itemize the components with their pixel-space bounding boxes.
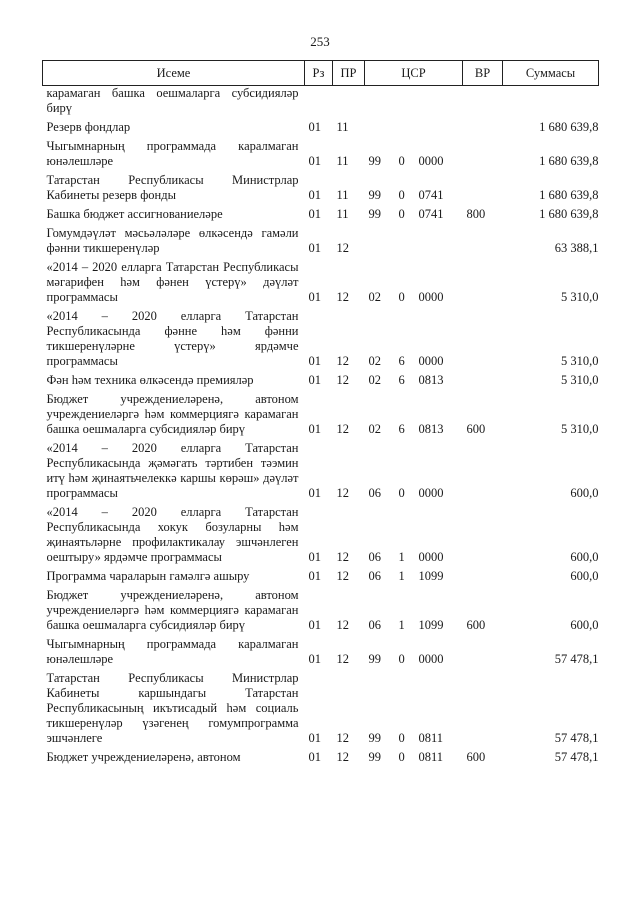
table-row bbox=[43, 439, 599, 503]
table-cell-sum: 1 680 639,8 bbox=[539, 188, 599, 202]
header-pr: ПР bbox=[333, 61, 365, 86]
table-cell-csr-program: 99 bbox=[368, 652, 381, 666]
table-cell-csr-subprogram bbox=[395, 224, 415, 258]
table-cell-vr bbox=[463, 171, 503, 205]
table-cell-vr bbox=[463, 371, 503, 390]
table-cell-pr: 12 bbox=[336, 422, 349, 436]
table-cell-name: Бюджет учреждениеләренә, автоном bbox=[46, 750, 241, 764]
table-cell-csr-program: 99 bbox=[368, 731, 381, 745]
table-cell-name: Резерв фондлар bbox=[46, 120, 131, 134]
table-cell-csr-subprogram: 6 bbox=[398, 373, 405, 387]
table-cell-pr: 12 bbox=[336, 241, 349, 255]
table-cell-vr bbox=[463, 567, 503, 586]
table-cell-csr-subprogram bbox=[395, 118, 415, 137]
table-cell-csr-program: 99 bbox=[368, 154, 381, 168]
table-cell-csr-subprogram: 0 bbox=[398, 486, 405, 500]
table-cell-csr-program: 06 bbox=[368, 486, 381, 500]
page-number: 253 bbox=[310, 34, 330, 49]
table-cell-vr bbox=[463, 503, 503, 567]
table-row bbox=[43, 205, 599, 224]
table-cell-vr bbox=[463, 86, 503, 119]
header-csr: ЦСР bbox=[365, 61, 463, 86]
table-cell-csr-subprogram: 1 bbox=[398, 550, 405, 564]
table-cell-csr-direction: 0813 bbox=[418, 422, 444, 436]
table-cell-csr-program: 02 bbox=[368, 373, 381, 387]
table-cell-pr: 11 bbox=[336, 207, 349, 221]
header-sum: Суммасы bbox=[503, 61, 599, 86]
table-cell-rz: 01 bbox=[308, 618, 321, 632]
table-cell-rz: 01 bbox=[308, 354, 321, 368]
table-cell-name: Чыгымнарның программада каралмаган юнәлешләре bbox=[46, 139, 299, 168]
table-cell-sum: 600,0 bbox=[570, 618, 599, 632]
table-cell-csr-program: 99 bbox=[368, 207, 381, 221]
table-row bbox=[43, 137, 599, 171]
table-cell-csr-program: 02 bbox=[368, 290, 381, 304]
table-cell-rz: 01 bbox=[308, 569, 321, 583]
table-cell-vr bbox=[463, 439, 503, 503]
table-cell-csr-subprogram: 0 bbox=[398, 188, 405, 202]
table-cell-name: Программа чараларын гамәлгә ашыру bbox=[46, 569, 250, 583]
table-cell-sum: 1 680 639,8 bbox=[539, 120, 599, 134]
table-cell-csr-subprogram: 6 bbox=[398, 422, 405, 436]
table-cell-vr bbox=[463, 669, 503, 748]
table-cell-sum: 600,0 bbox=[570, 550, 599, 564]
table-cell-vr: 600 bbox=[466, 422, 486, 436]
table-cell-csr-direction bbox=[415, 86, 463, 119]
table-cell-vr bbox=[463, 137, 503, 171]
table-row bbox=[43, 567, 599, 586]
table-row bbox=[43, 669, 599, 748]
table-cell-rz: 01 bbox=[308, 486, 321, 500]
table-cell-sum: 5 310,0 bbox=[561, 422, 599, 436]
table-cell-rz: 01 bbox=[308, 290, 321, 304]
table-cell-csr-direction bbox=[415, 118, 463, 137]
table-row bbox=[43, 503, 599, 567]
table-row bbox=[43, 307, 599, 371]
table-cell-name: Фән һәм техника өлкәсендә премияләр bbox=[46, 373, 254, 387]
table-cell-name: «2014 – 2020 елларга Татарстан Республикасында хокук бозуларны һәм җинаятьләрне профилактикалау эшчәнлеген оештыру» ярдәмче программасы bbox=[46, 505, 299, 564]
table-cell-csr-direction: 0000 bbox=[418, 290, 444, 304]
table-cell-rz: 01 bbox=[308, 373, 321, 387]
table-row bbox=[43, 635, 599, 669]
table-cell-csr-program: 06 bbox=[368, 618, 381, 632]
table-cell-csr-direction: 0000 bbox=[418, 652, 444, 666]
table-cell-csr-program bbox=[365, 86, 395, 119]
table-row bbox=[43, 118, 599, 137]
table-cell-vr bbox=[463, 307, 503, 371]
table-cell-csr-direction: 0000 bbox=[418, 154, 444, 168]
table-cell-vr: 800 bbox=[466, 207, 486, 221]
table-cell-csr-direction bbox=[415, 224, 463, 258]
table-cell-sum: 57 478,1 bbox=[554, 652, 599, 666]
table-row bbox=[43, 86, 599, 119]
table-cell-csr-direction: 0741 bbox=[418, 207, 444, 221]
table-cell-pr: 12 bbox=[336, 290, 349, 304]
table-cell-name: карамаган башка оешмаларга субсидияләр бирү bbox=[46, 86, 299, 115]
table-cell-rz bbox=[305, 86, 333, 119]
table-row bbox=[43, 224, 599, 258]
table-cell-sum: 5 310,0 bbox=[561, 373, 599, 387]
table-row bbox=[43, 748, 599, 767]
table-cell-pr: 12 bbox=[336, 354, 349, 368]
table-cell-csr-program: 99 bbox=[368, 750, 381, 764]
table-cell-csr-direction: 0741 bbox=[418, 188, 444, 202]
table-cell-rz: 01 bbox=[308, 154, 321, 168]
table-cell-pr: 11 bbox=[336, 154, 349, 168]
table-row bbox=[43, 258, 599, 307]
table-cell-name: Башка бюджет ассигнованиеләре bbox=[46, 207, 223, 221]
table-cell-csr-direction: 0000 bbox=[418, 354, 444, 368]
table-cell-csr-direction: 0811 bbox=[418, 750, 444, 764]
table-cell-csr-program: 02 bbox=[368, 354, 381, 368]
table-cell-csr-subprogram: 0 bbox=[398, 207, 405, 221]
table-cell-rz: 01 bbox=[308, 652, 321, 666]
table-cell-csr-program bbox=[365, 224, 395, 258]
table-cell-pr: 12 bbox=[336, 652, 349, 666]
table-cell-csr-subprogram bbox=[395, 86, 415, 119]
table-cell-sum: 1 680 639,8 bbox=[539, 154, 599, 168]
table-cell-sum: 63 388,1 bbox=[554, 241, 599, 255]
table-cell-csr-direction: 0000 bbox=[418, 550, 444, 564]
table-cell-pr bbox=[333, 86, 365, 119]
header-rz: Рз bbox=[305, 61, 333, 86]
table-cell-pr: 12 bbox=[336, 550, 349, 564]
header-name: Исеме bbox=[43, 61, 305, 86]
table-cell-csr-direction: 0811 bbox=[418, 731, 444, 745]
table-cell-csr-subprogram: 0 bbox=[398, 652, 405, 666]
table-cell-rz: 01 bbox=[308, 207, 321, 221]
table-cell-rz: 01 bbox=[308, 750, 321, 764]
table-cell-csr-program bbox=[365, 118, 395, 137]
table-cell-csr-direction: 0813 bbox=[418, 373, 444, 387]
table-cell-name: «2014 – 2020 елларга Татарстан Республикасы мәгарифен һәм фәнен үстерү» дәүләт программасы bbox=[46, 260, 299, 304]
table-cell-csr-subprogram: 0 bbox=[398, 154, 405, 168]
table-cell-sum: 600,0 bbox=[570, 486, 599, 500]
table-cell-name: Бюджет учреждениеләренә, автоном учреждениеләргә һәм коммерциягә карамаган башка оешмаларга субсидияләр бирү bbox=[46, 588, 299, 632]
table-cell-pr: 11 bbox=[336, 120, 349, 134]
table-cell-rz: 01 bbox=[308, 120, 321, 134]
table-row bbox=[43, 171, 599, 205]
table-cell-csr-subprogram: 6 bbox=[398, 354, 405, 368]
table-cell-pr: 11 bbox=[336, 188, 349, 202]
table-row bbox=[43, 371, 599, 390]
table-cell-name: «2014 – 2020 елларга Татарстан Республикасында фәнне һәм фәнни тикшеренүләрне үстерү» ярдәмче программасы bbox=[46, 309, 299, 368]
table-cell-vr bbox=[463, 118, 503, 137]
table-cell-sum: 1 680 639,8 bbox=[539, 207, 599, 221]
table-cell-csr-subprogram: 1 bbox=[398, 618, 405, 632]
table-cell-name: Чыгымнарның программада каралмаган юнәлешләре bbox=[46, 637, 299, 666]
table-cell-rz: 01 bbox=[308, 422, 321, 436]
table-cell-pr: 12 bbox=[336, 750, 349, 764]
table-cell-csr-program: 06 bbox=[368, 550, 381, 564]
table-cell-rz: 01 bbox=[308, 731, 321, 745]
table-cell-csr-direction: 0000 bbox=[418, 486, 444, 500]
table-cell-sum: 57 478,1 bbox=[554, 731, 599, 745]
table-cell-csr-subprogram: 0 bbox=[398, 731, 405, 745]
table-cell-name: «2014 – 2020 елларга Татарстан Республикасында җәмәгать тәртибен тәэмин итү һәм җинаятьчелеккә каршы көрәш» дәүләт программасы bbox=[46, 441, 299, 500]
table-cell-name: Татарстан Республикасы Министрлар Кабинеты резерв фонды bbox=[46, 173, 299, 202]
table-cell-csr-subprogram: 0 bbox=[398, 290, 405, 304]
table-cell-rz: 01 bbox=[308, 241, 321, 255]
table-cell-csr-direction: 1099 bbox=[418, 569, 444, 583]
table-cell-rz: 01 bbox=[308, 188, 321, 202]
table-cell-vr bbox=[463, 224, 503, 258]
table-cell-name: Бюджет учреждениеләренә, автоном учреждениеләргә һәм коммерциягә карамаган башка оешмаларга субсидияләр бирү bbox=[46, 392, 299, 436]
table-cell-csr-subprogram: 1 bbox=[398, 569, 405, 583]
table-cell-pr: 12 bbox=[336, 373, 349, 387]
table-cell-vr bbox=[463, 258, 503, 307]
table-cell-pr: 12 bbox=[336, 618, 349, 632]
table-cell-pr: 12 bbox=[336, 486, 349, 500]
table-cell-sum bbox=[503, 86, 599, 119]
table-cell-pr: 12 bbox=[336, 569, 349, 583]
table-cell-sum: 5 310,0 bbox=[561, 290, 599, 304]
table-cell-csr-program: 02 bbox=[368, 422, 381, 436]
table-cell-csr-direction: 1099 bbox=[418, 618, 444, 632]
table-cell-csr-program: 06 bbox=[368, 569, 381, 583]
table-cell-csr-program: 99 bbox=[368, 188, 381, 202]
table-header-row bbox=[43, 61, 599, 86]
table-cell-vr: 600 bbox=[466, 750, 486, 764]
table-row bbox=[43, 390, 599, 439]
table-cell-pr: 12 bbox=[336, 731, 349, 745]
table-cell-csr-subprogram: 0 bbox=[398, 750, 405, 764]
table-cell-name: Татарстан Республикасы Министрлар Кабинеты каршындагы Татарстан Республикасының икътисадый һәм социаль тикшеренүләр үзәгенең гомумпрограмма эшчәнлеге bbox=[46, 671, 299, 745]
budget-table bbox=[42, 60, 599, 767]
table-cell-name: Гомумдәүләт мәсьәләләре өлкәсендә гамәли фәнни тикшеренүләр bbox=[46, 226, 299, 255]
table-cell-sum: 5 310,0 bbox=[561, 354, 599, 368]
header-vr: ВР bbox=[463, 61, 503, 86]
table-cell-sum: 57 478,1 bbox=[554, 750, 599, 764]
table-row bbox=[43, 586, 599, 635]
table-cell-sum: 600,0 bbox=[570, 569, 599, 583]
table-cell-rz: 01 bbox=[308, 550, 321, 564]
table-cell-vr: 600 bbox=[466, 618, 486, 632]
table-cell-vr bbox=[463, 635, 503, 669]
